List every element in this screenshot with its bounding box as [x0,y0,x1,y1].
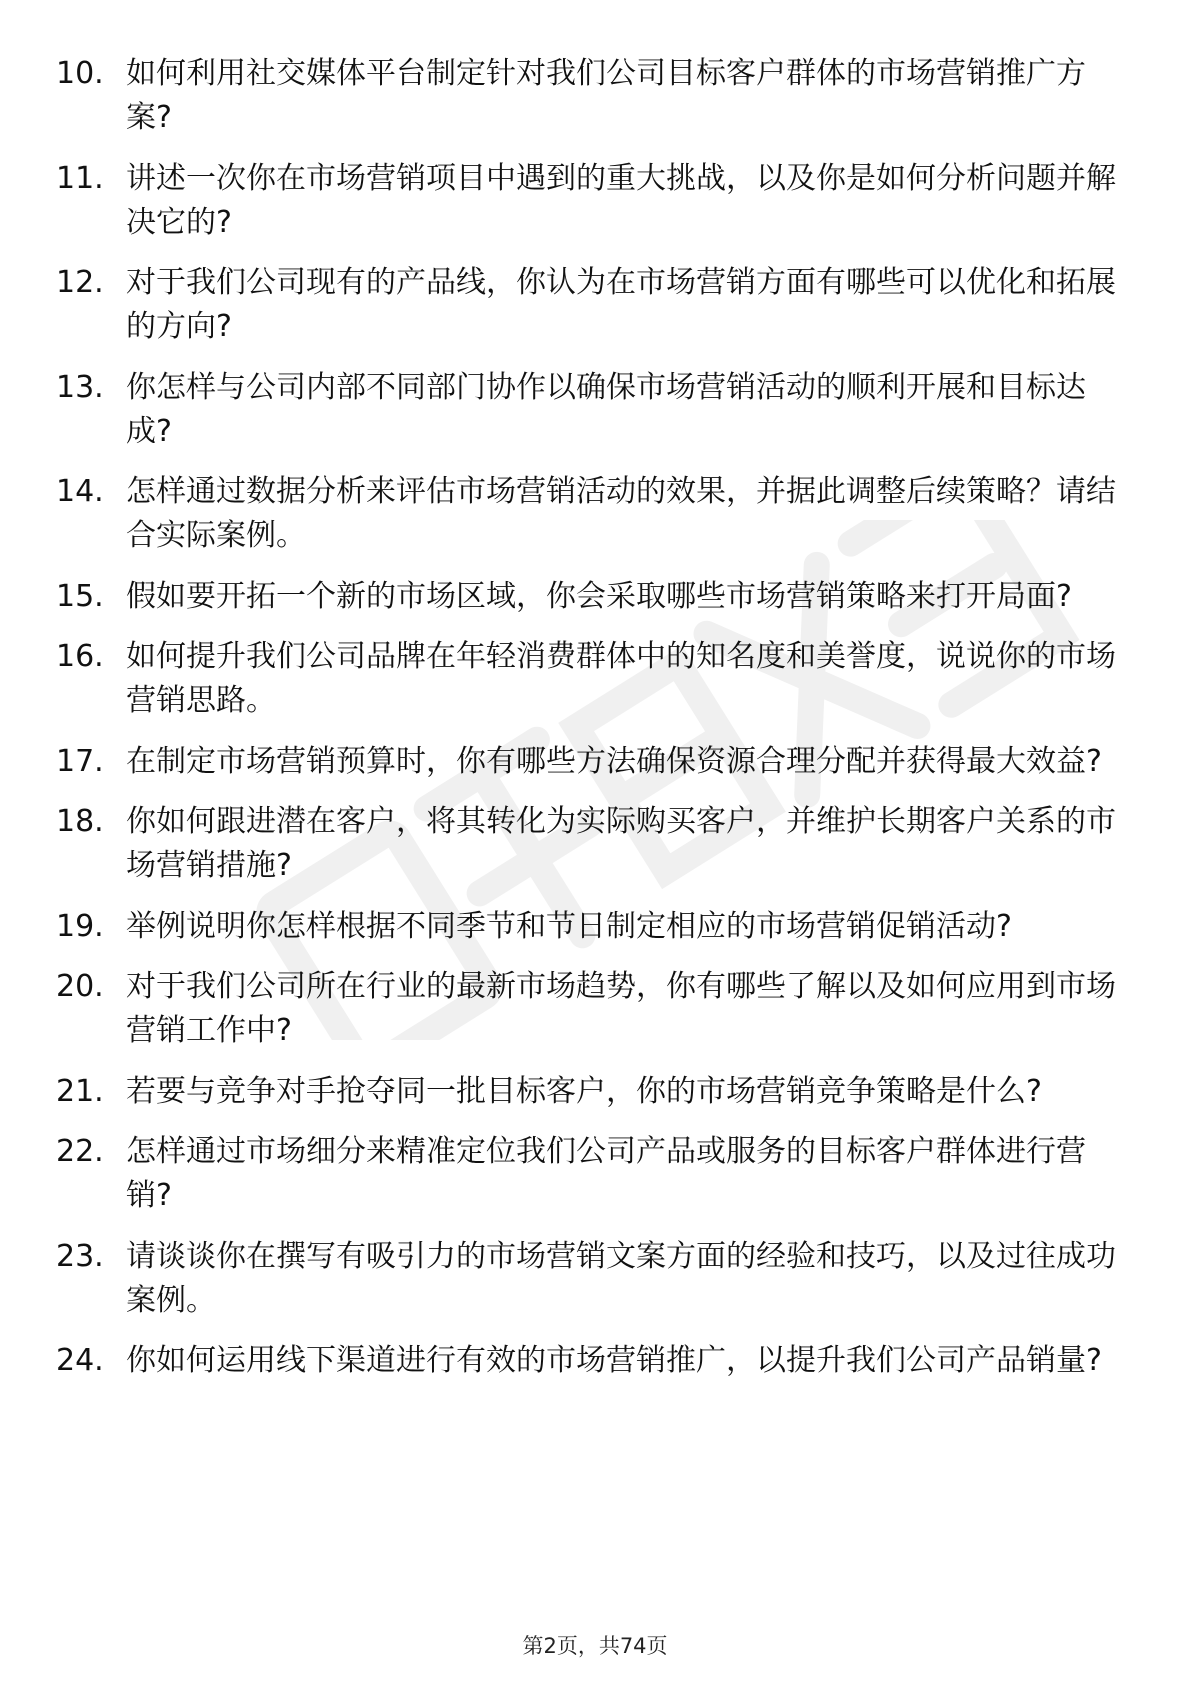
question-text: 如何提升我们公司品牌在年轻消费群体中的知名度和美誉度，说说你的市场营销思路。 [126,639,1116,718]
question-number: 12. [56,265,104,300]
list-item [56,905,1116,949]
question-number: 14. [56,474,104,509]
question-text: 怎样通过数据分析来评估市场营销活动的效果，并据此调整后续策略？请结合实际案例。 [126,474,1116,553]
list-item [56,575,1116,619]
list-item [56,800,1116,888]
question-text: 讲述一次你在市场营销项目中遇到的重大挑战，以及你是如何分析问题并解决它的? [126,160,1116,240]
list-item [56,740,1116,784]
question-number: 19. [56,908,104,944]
list-item [56,52,1116,140]
question-number: 18. [56,804,104,839]
question-number: 24. [56,1343,104,1378]
list-item [56,1130,1116,1218]
list-item [56,366,1116,454]
question-number: 22. [56,1134,104,1169]
question-number: 15. [56,578,104,614]
question-number: 17. [56,743,104,779]
question-number: 20. [56,969,104,1004]
question-list [56,52,1116,1400]
question-text: 对于我们公司现有的产品线，你认为在市场营销方面有哪些可以优化和拓展的方向? [126,265,1116,344]
question-number: 21. [56,1073,104,1109]
list-item [56,635,1116,723]
list-item [56,157,1116,245]
question-text: 对于我们公司所在行业的最新市场趋势，你有哪些了解以及如何应用到市场营销工作中? [126,969,1116,1048]
question-text: 若要与竞争对手抢夺同一批目标客户，你的市场营销竞争策略是什么? [126,1073,1042,1109]
list-item [56,1235,1116,1323]
question-text: 你如何运用线下渠道进行有效的市场营销推广，以提升我们公司产品销量? [126,1343,1102,1378]
list-item [56,261,1116,349]
question-text: 怎样通过市场细分来精准定位我们公司产品或服务的目标客户群体进行营销? [126,1134,1086,1213]
question-text: 请谈谈你在撰写有吸引力的市场营销文案方面的经验和技巧，以及过往成功案例。 [126,1238,1116,1318]
page-number-footer: 第2页，共74页 [522,1634,668,1658]
question-number: 11. [56,160,104,196]
question-text: 在制定市场营销预算时，你有哪些方法确保资源合理分配并获得最大效益? [126,743,1102,779]
list-item [56,965,1116,1053]
question-text: 举例说明你怎样根据不同季节和节日制定相应的市场营销促销活动? [126,908,1012,944]
question-number: 13. [56,369,104,405]
question-text: 你如何跟进潜在客户，将其转化为实际购买客户，并维护长期客户关系的市场营销措施? [126,804,1116,883]
question-number: 16. [56,639,104,674]
question-number: 10. [56,56,104,91]
question-text: 如何利用社交媒体平台制定针对我们公司目标客户群体的市场营销推广方案? [126,56,1086,135]
list-item [56,470,1116,558]
list-item [56,1070,1116,1114]
list-item [56,1339,1116,1383]
question-number: 23. [56,1238,104,1274]
question-text: 你怎样与公司内部不同部门协作以确保市场营销活动的顺利开展和目标达成? [126,369,1086,449]
question-text: 假如要开拓一个新的市场区域，你会采取哪些市场营销策略来打开局面? [126,578,1072,614]
